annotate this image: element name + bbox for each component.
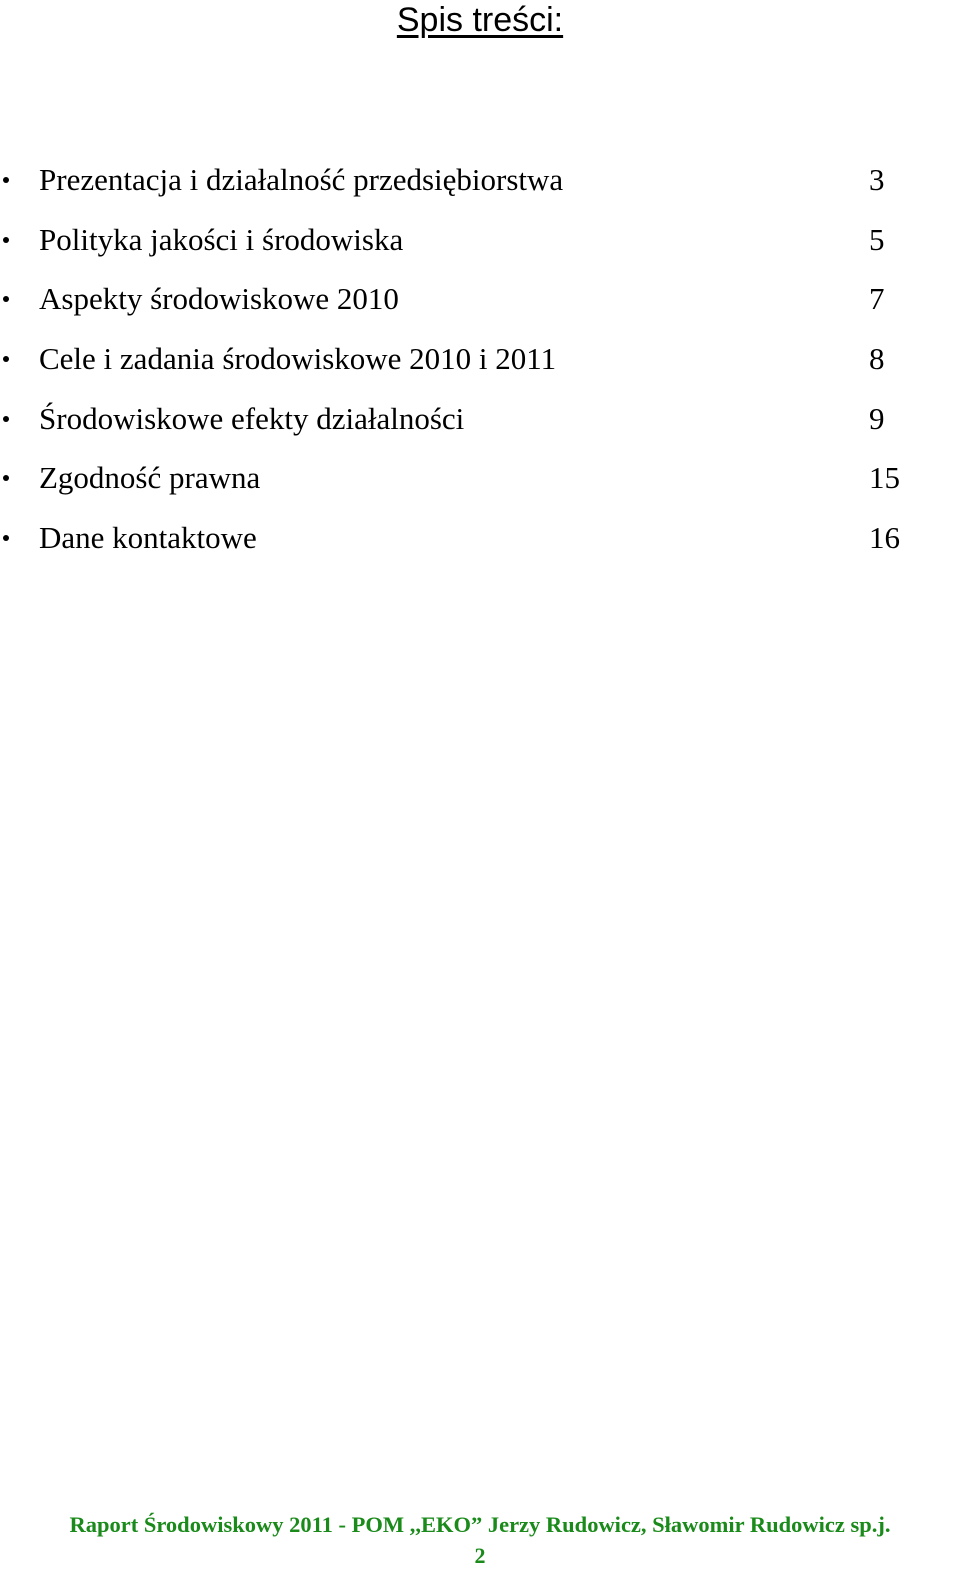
toc-entry-label: Prezentacja i działalność przedsiębiorstwa: [39, 162, 564, 197]
toc-entry-page: 3: [869, 162, 885, 197]
page-title: Spis treści:: [396, 1, 564, 39]
toc-entry-page: 7: [869, 281, 885, 317]
toc-entry[interactable]: [0, 329, 960, 389]
toc-entry[interactable]: [0, 389, 960, 449]
toc-entry-page: 16: [869, 520, 900, 556]
toc-entry[interactable]: [0, 448, 960, 508]
toc-entry-page: 8: [869, 341, 885, 377]
footer-text: Raport Środowiskowy 2011 - POM ,,EKO” Jerzy Rudowicz, Sławomir Rudowicz sp.j.: [69, 1512, 891, 1537]
bullet-icon: [3, 475, 9, 481]
bullet-icon: [3, 237, 9, 243]
toc-entry-label: Cele i zadania środowiskowe 2010 i 2011: [39, 341, 557, 377]
toc-entry-page: 5: [869, 221, 885, 257]
toc-entry-page: 9: [869, 400, 885, 436]
page-footer: [0, 1508, 960, 1570]
footer-page-number: 2: [474, 1543, 486, 1568]
toc-entry[interactable]: [0, 508, 960, 568]
toc-entry-page: 15: [869, 460, 900, 496]
bullet-icon: [3, 296, 9, 302]
bullet-icon: [3, 535, 9, 541]
bullet-icon: [3, 416, 9, 422]
toc-entry[interactable]: [0, 269, 960, 329]
toc-entry-label: Polityka jakości i środowiska: [39, 221, 404, 257]
toc-entry-label: Dane kontaktowe: [39, 520, 257, 556]
table-of-contents: [0, 150, 960, 568]
bullet-icon: [3, 356, 9, 362]
toc-entry[interactable]: [0, 210, 960, 270]
toc-entry[interactable]: [0, 150, 960, 210]
toc-entry-label: Aspekty środowiskowe 2010: [39, 281, 399, 317]
toc-entry-label: Zgodność prawna: [39, 460, 261, 496]
bullet-icon: [3, 177, 9, 183]
toc-entry-label: Środowiskowe efekty działalności: [39, 400, 465, 436]
